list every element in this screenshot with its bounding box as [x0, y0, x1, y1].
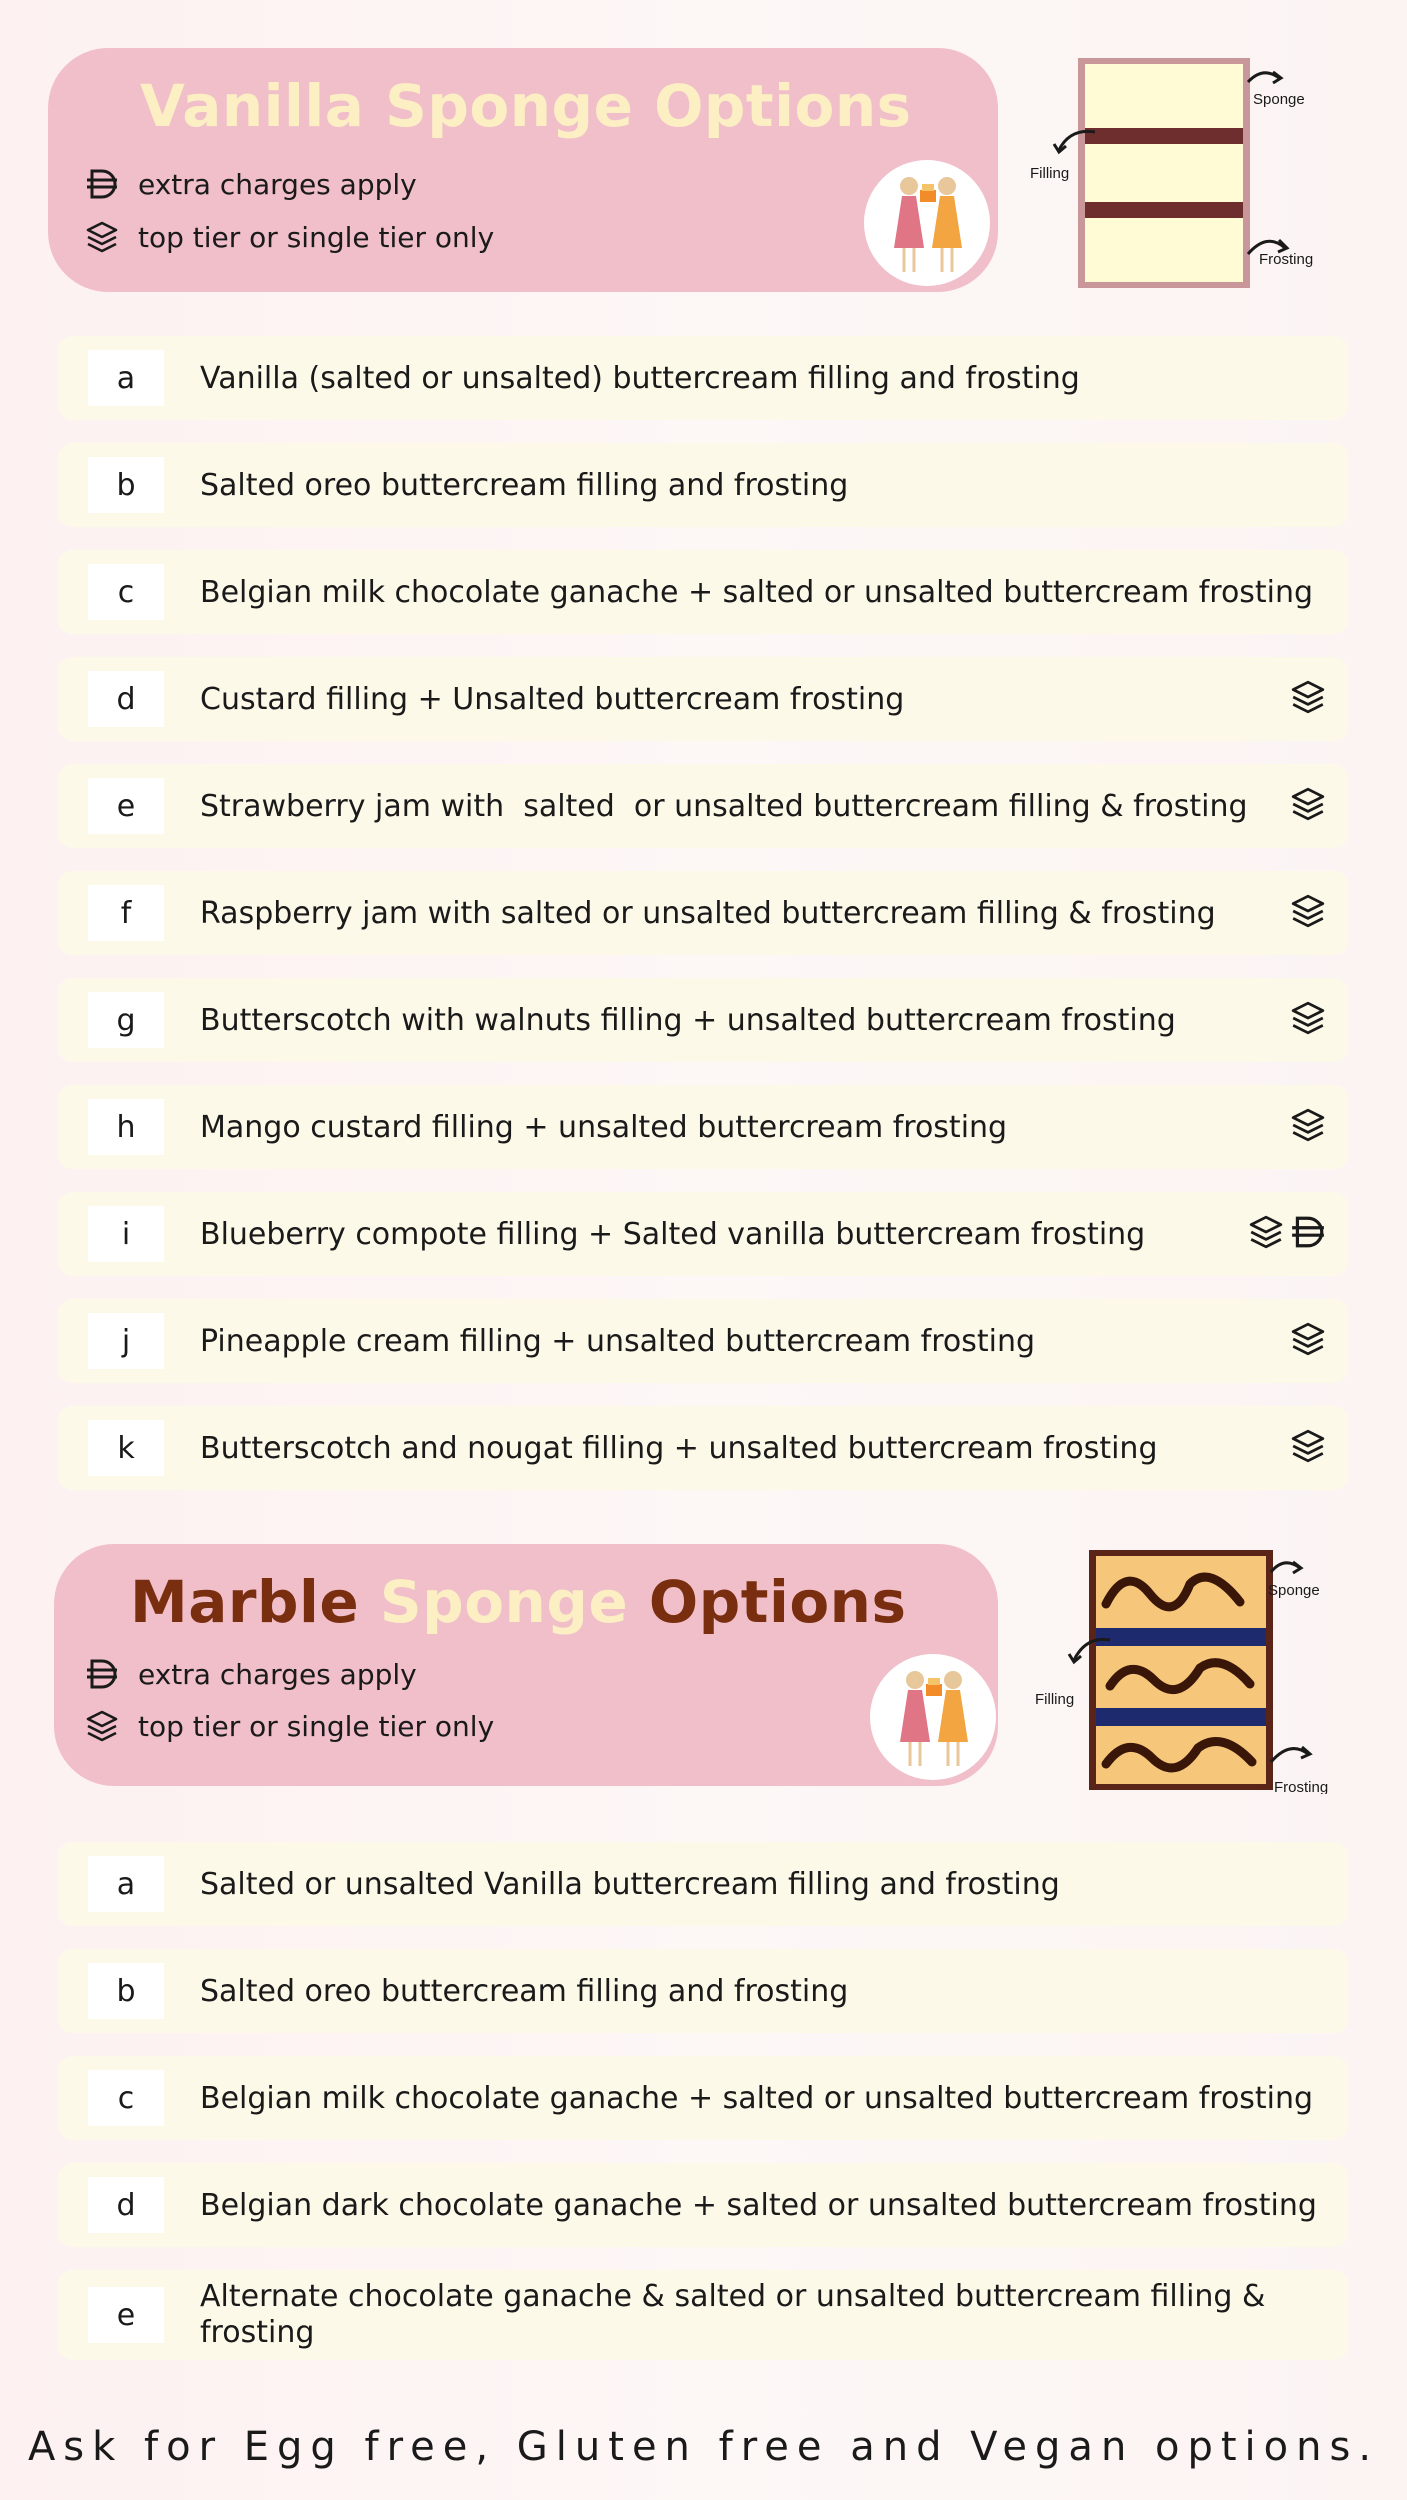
list-item[interactable]: [58, 443, 1348, 527]
option-letter: e: [88, 778, 164, 834]
layers-icon: [1290, 786, 1326, 826]
legend-tier-only: [84, 219, 494, 255]
legend-extra-charges-label: extra charges apply: [138, 1657, 417, 1691]
option-text: Butterscotch with walnuts filling + unsalted buttercream frosting: [200, 1002, 1176, 1038]
option-letter: c: [88, 2070, 164, 2126]
diagram-frosting-label: Frosting: [1274, 1779, 1329, 1794]
option-text: Blueberry compote filling + Salted vanilla buttercream frosting: [200, 1216, 1146, 1252]
option-letter: h: [88, 1099, 164, 1155]
option-text: Salted oreo buttercream filling and frosting: [200, 467, 849, 503]
list-item[interactable]: [58, 336, 1348, 420]
option-text: Salted or unsalted Vanilla buttercream filling and frosting: [200, 1866, 1060, 1902]
diagram-filling-label: Filling: [1030, 165, 1070, 182]
diagram-frosting-label: Frosting: [1259, 251, 1314, 268]
option-letter: j: [88, 1313, 164, 1369]
option-text: Alternate chocolate ganache & salted or unsalted buttercream filling & frosting: [200, 2279, 1266, 2350]
diagram-filling-label: Filling: [1035, 1691, 1075, 1708]
option-text: Custard filling + Unsalted buttercream frosting: [200, 681, 905, 717]
option-text: Butterscotch and nougat filling + unsalted buttercream frosting: [200, 1430, 1158, 1466]
layers-icon: [1290, 679, 1326, 719]
marble-banner: [54, 1544, 998, 1786]
marble-title-part2: Sponge: [379, 1568, 629, 1636]
legend-tier-only-label: top tier or single tier only: [138, 220, 495, 254]
layers-icon: [84, 1708, 120, 1744]
option-letter: f: [88, 885, 164, 941]
legend-extra-charges-label: extra charges apply: [138, 167, 417, 201]
dirham-icon: [84, 166, 120, 202]
diagram-sponge-label: Sponge: [1268, 1582, 1320, 1599]
option-letter: k: [88, 1420, 164, 1476]
legend-extra-charges: [84, 166, 417, 202]
option-text: Strawberry jam with salted or unsalted buttercream filling & frosting: [200, 788, 1248, 824]
vanilla-banner: [48, 48, 998, 292]
list-item[interactable]: [58, 1192, 1348, 1276]
layers-icon: [1290, 1107, 1326, 1147]
option-letter: g: [88, 992, 164, 1048]
list-item[interactable]: [58, 1949, 1348, 2033]
cake-illustration: [870, 1654, 996, 1780]
list-item[interactable]: [58, 1299, 1348, 1383]
option-text: Belgian milk chocolate ganache + salted or unsalted buttercream frosting: [200, 2080, 1314, 2116]
option-text: Raspberry jam with salted or unsalted buttercream filling & frosting: [200, 895, 1216, 931]
cake-illustration: [864, 160, 990, 286]
marble-title-part1: Marble: [130, 1568, 360, 1636]
list-item[interactable]: [58, 1842, 1348, 1926]
list-item[interactable]: [58, 1085, 1348, 1169]
vanilla-layer-diagram: [1015, 48, 1335, 298]
option-text: Salted oreo buttercream filling and frosting: [200, 1973, 849, 2009]
layers-icon: [1248, 1214, 1284, 1254]
list-item[interactable]: [58, 2270, 1348, 2360]
marble-section: [0, 1520, 1407, 2400]
legend-tier-only: [84, 1708, 494, 1744]
marble-title-part3: Options: [648, 1568, 907, 1636]
vanilla-title: Vanilla Sponge Options: [140, 72, 912, 140]
option-letter: e: [88, 2287, 164, 2343]
option-letter: a: [88, 350, 164, 406]
layers-icon: [1290, 1428, 1326, 1468]
layers-icon: [84, 219, 120, 255]
footer-note: Ask for Egg free, Gluten free and Vegan options.: [27, 2424, 1380, 2470]
list-item[interactable]: [58, 2056, 1348, 2140]
marble-title: [130, 1568, 907, 1636]
option-text: Vanilla (salted or unsalted) buttercream filling and frosting: [200, 360, 1080, 396]
dirham-icon: [84, 1656, 120, 1692]
list-item[interactable]: [58, 871, 1348, 955]
layers-icon: [1290, 1000, 1326, 1040]
layers-icon: [1290, 1321, 1326, 1361]
diagram-sponge-label: Sponge: [1253, 91, 1305, 108]
option-letter: a: [88, 1856, 164, 1912]
option-letter: b: [88, 457, 164, 513]
option-text: Belgian dark chocolate ganache + salted or unsalted buttercream frosting: [200, 2187, 1317, 2223]
option-letter: d: [88, 2177, 164, 2233]
legend-tier-only-label: top tier or single tier only: [138, 1709, 495, 1743]
option-text: Pineapple cream filling + unsalted buttercream frosting: [200, 1323, 1036, 1359]
option-letter: d: [88, 671, 164, 727]
list-item[interactable]: [58, 764, 1348, 848]
list-item[interactable]: [58, 1406, 1348, 1490]
marble-layer-diagram: [1030, 1544, 1350, 1794]
list-item[interactable]: [58, 978, 1348, 1062]
dirham-icon: [1290, 1214, 1326, 1254]
option-text: Belgian milk chocolate ganache + salted or unsalted buttercream frosting: [200, 574, 1314, 610]
legend-extra-charges: [84, 1656, 417, 1692]
option-letter: c: [88, 564, 164, 620]
list-item[interactable]: [58, 550, 1348, 634]
option-text: Mango custard filling + unsalted buttercream frosting: [200, 1109, 1008, 1145]
list-item[interactable]: [58, 657, 1348, 741]
list-item[interactable]: [58, 2163, 1348, 2247]
option-letter: b: [88, 1963, 164, 2019]
option-letter: i: [88, 1206, 164, 1262]
layers-icon: [1290, 893, 1326, 933]
